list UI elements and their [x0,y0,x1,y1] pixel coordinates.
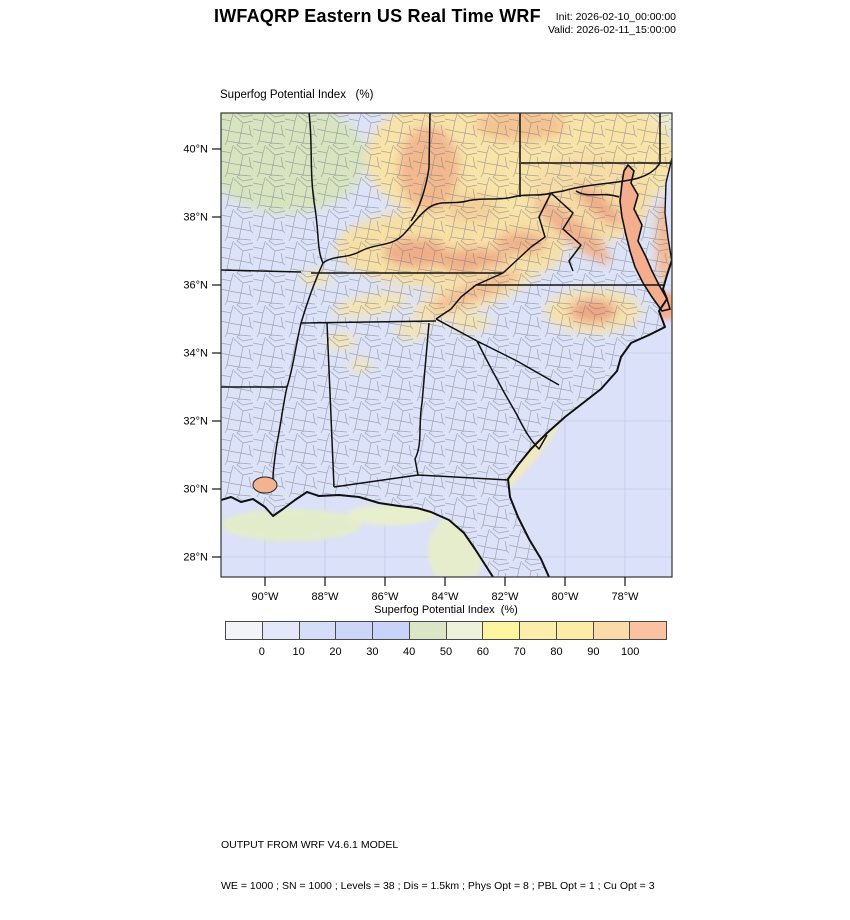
lat-tick-label: 40°N [183,143,208,156]
colorbar-tick-label: 90 [587,646,600,658]
colorbar-cell [226,622,262,639]
init-time-label: Init: 2026-02-10_00:00:00 [555,11,676,23]
latitude-axis [183,144,221,564]
colorbar-cell [409,622,446,639]
lon-tick-label: 86°W [371,591,399,603]
colorbar-tick-label: 70 [513,646,526,658]
longitude-axis [251,577,639,603]
colorbar-tick-label: 30 [366,646,379,658]
colorbar-cell [335,622,372,639]
colorbar-tick-label: 100 [620,646,640,658]
colorbar-tick-label: 0 [258,646,265,658]
colorbar-cell [593,622,630,639]
colorbar-tick-label: 60 [476,646,489,658]
colorbar-tick-label: 10 [292,646,305,658]
lat-tick-label: 38°N [183,211,208,224]
lat-tick-label: 32°N [183,415,208,428]
colorbar [225,621,667,640]
colorbar-tick-labels [225,646,667,660]
lon-tick-label: 84°W [431,591,459,603]
colorbar-cell [482,622,519,639]
map-canvas [163,107,683,612]
colorbar-cell [556,622,593,639]
page-title: IWFAQRP Eastern US Real Time WRF [214,6,541,26]
colorbar-title: Superfog Potential Index (%) [374,604,518,616]
valid-time-label: Valid: 2026-02-11_15:00:00 [547,24,676,36]
lake-pontchartrain [253,477,277,493]
model-run-times [420,11,676,37]
footer-line1: OUTPUT FROM WRF V4.6.1 MODEL [221,839,399,851]
lat-tick-label: 28°N [183,551,208,564]
lon-tick-label: 90°W [251,591,279,603]
colorbar-cell [629,622,666,639]
colorbar-tick-label: 80 [550,646,563,658]
superfog-map [163,107,683,607]
lat-tick-label: 30°N [183,483,208,496]
lat-tick-label: 34°N [183,347,208,360]
lon-tick-label: 88°W [311,591,339,603]
footer-line2: WE = 1000 ; SN = 1000 ; Levels = 38 ; Dis = 1.5km ; Phys Opt = 8 ; PBL Opt = 1 ; Cu Opt = 3 [221,879,655,892]
colorbar-cell [299,622,336,639]
colorbar-cell [372,622,409,639]
colorbar-tick-label: 40 [403,646,416,658]
map-frame-group [183,80,686,603]
colorbar-tick-label: 20 [329,646,342,658]
model-info-footer [221,812,655,920]
colorbar-cell [262,622,299,639]
map-subtitle: Superfog Potential Index (%) [220,89,374,101]
lon-tick-label: 82°W [491,591,519,603]
colorbar-cell [519,622,556,639]
lat-tick-label: 36°N [183,279,208,292]
lon-tick-label: 78°W [611,591,639,603]
colorbar-cell [446,622,483,639]
lon-tick-label: 80°W [551,591,579,603]
colorbar-tick-label: 50 [439,646,453,658]
